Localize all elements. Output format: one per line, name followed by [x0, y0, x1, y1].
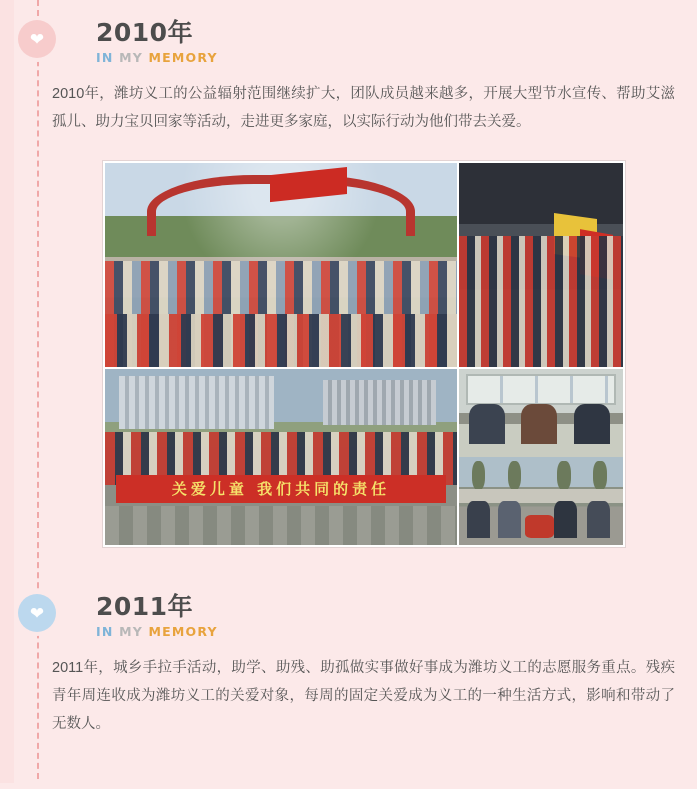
photo-volunteers-at-desk[interactable]: [459, 369, 623, 461]
subtitle-word-my: MY: [119, 624, 143, 639]
red-banner: [116, 475, 447, 503]
entry-header-2011: [0, 594, 697, 654]
person-figure: [521, 404, 557, 444]
heart-icon: ❤: [29, 603, 45, 623]
tree-shape: [508, 461, 521, 491]
photo-street-scene-with-scooter[interactable]: [459, 457, 623, 545]
entry-subtitle: [96, 50, 218, 66]
photo-collage-wrapper-2010: [0, 136, 697, 548]
subtitle-word-in: IN: [96, 50, 114, 65]
tree-shape: [593, 461, 606, 491]
entry-paragraph-2010: 2010年，潍坊义工的公益辐射范围继续扩大，团队成员越来越多，开展大型节水宣传、帮助艾滋孤儿、助力宝贝回家等活动，走进更多家庭，以实际行动为他们带去关爱。: [52, 86, 675, 130]
person-figure: [498, 501, 521, 538]
timeline-marker-2011[interactable]: [18, 594, 56, 632]
spacer-top: [0, 0, 697, 20]
building-right: [323, 380, 436, 426]
subtitle-word-my: MY: [119, 50, 143, 65]
entry-year-label: 2011年: [96, 592, 194, 621]
bottom-edge: [0, 783, 697, 789]
subtitle-word-memory: MEMORY: [148, 50, 218, 65]
indoor-crowd-row: [459, 236, 623, 367]
crowd-row-front: [105, 314, 457, 367]
photo-outdoor-group-under-red-arch[interactable]: [105, 163, 457, 367]
subtitle-word-memory: MEMORY: [148, 624, 218, 639]
entry-year-label: 2010年: [96, 18, 194, 47]
person-figure: [587, 501, 610, 538]
subtitle-word-in: IN: [96, 624, 114, 639]
tree-shape: [557, 461, 570, 491]
person-figure: [574, 404, 610, 444]
timeline-marker-2010[interactable]: [18, 20, 56, 58]
person-figure: [467, 501, 490, 538]
entry-header-2010: [0, 20, 697, 80]
entry-title-block-2011: [96, 592, 218, 640]
entry-title-block-2010: [96, 18, 218, 66]
entry-subtitle: [96, 624, 218, 640]
photo-group-with-red-banner[interactable]: [105, 369, 457, 545]
notice-board: [466, 374, 617, 405]
red-scooter: [525, 515, 555, 538]
building-left: [119, 376, 274, 429]
person-figure: [469, 404, 505, 444]
heart-icon: ❤: [29, 29, 45, 49]
timeline-entry-2011: [0, 594, 697, 738]
person-figure: [554, 501, 577, 538]
ground-strip: [105, 506, 457, 545]
photo-indoor-group-with-flags[interactable]: [459, 163, 623, 367]
entry-gap: [0, 548, 697, 594]
banner-text: 关爱儿童 我们共同的责任: [171, 480, 391, 499]
tree-shape: [472, 461, 485, 491]
entry-paragraph-2011: 2011年，城乡手拉手活动，助学、助残、助孤做实事做好事成为潍坊义工的志愿服务重点。残疾青年周连收成为潍坊义工的关爱对象，每周的固定关爱成为义工的一种生活方式，影响和带动了无数人。: [52, 660, 675, 732]
photo-collage: [102, 160, 626, 548]
